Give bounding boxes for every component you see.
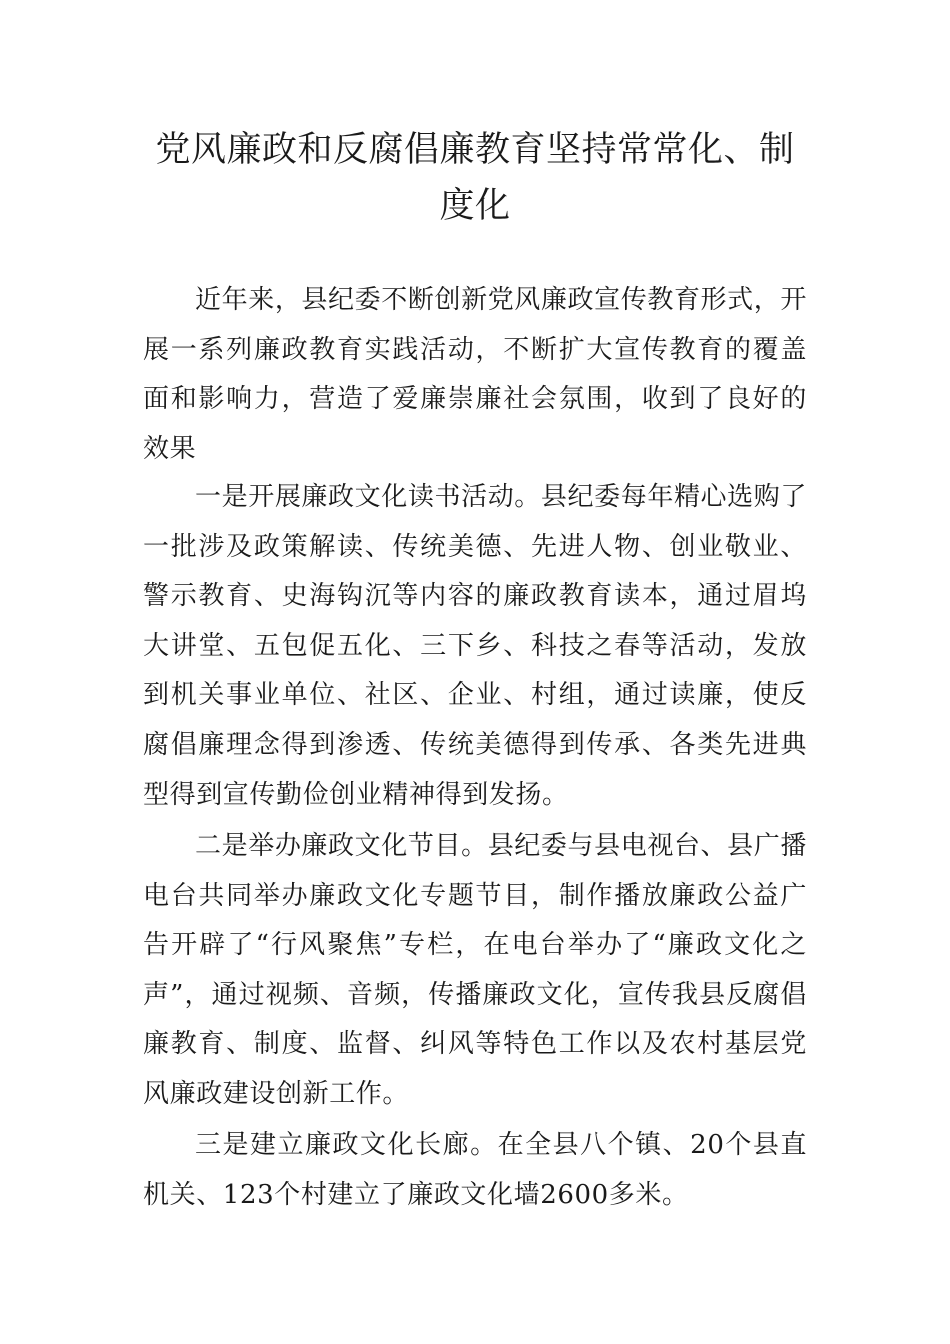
document-title: 党风廉政和反腐倡廉教育坚持常常化、制度化 [155, 130, 795, 226]
paragraph-intro: 近年来，县纪委不断创新党风廉政宣传教育形式，开展一系列廉政教育实践活动，不断扩大宣传教育的覆盖面和影响力，营造了爱廉崇廉社会氛围，收到了良好的效果 [143, 285, 807, 464]
paragraph-reading-activity: 一是开展廉政文化读书活动。县纪委每年精心选购了一批涉及政策解读、传统美德、先进人物、创业敬业、警示教育、史海钩沉等内容的廉政教育读本，通过眉坞大讲堂、五包促五化、三下乡、科技之春等活动，发放到机关事业单位、社区、企业、村组，通过读廉，使反腐倡廉理念得到渗透、传统美德得到传承、各类先进典型得到宣传勤俭创业精神得到发扬。 [143, 482, 807, 810]
paragraph-cultural-programs: 二是举办廉政文化节目。县纪委与县电视台、县广播电台共同举办廉政文化专题节目，制作播放廉政公益广告开辟了“行风聚焦”专栏，在电台举办了“廉政文化之声”，通过视频、音频，传播廉政文化，宣传我县反腐倡廉教育、制度、监督、纠风等特色工作以及农村基层党风廉政建设创新工作。 [143, 831, 807, 1109]
paragraph-cultural-corridor: 三是建立廉政文化长廊。在全县八个镇、20个县直机关、123个村建立了廉政文化墙2600多米。 [143, 1130, 807, 1210]
